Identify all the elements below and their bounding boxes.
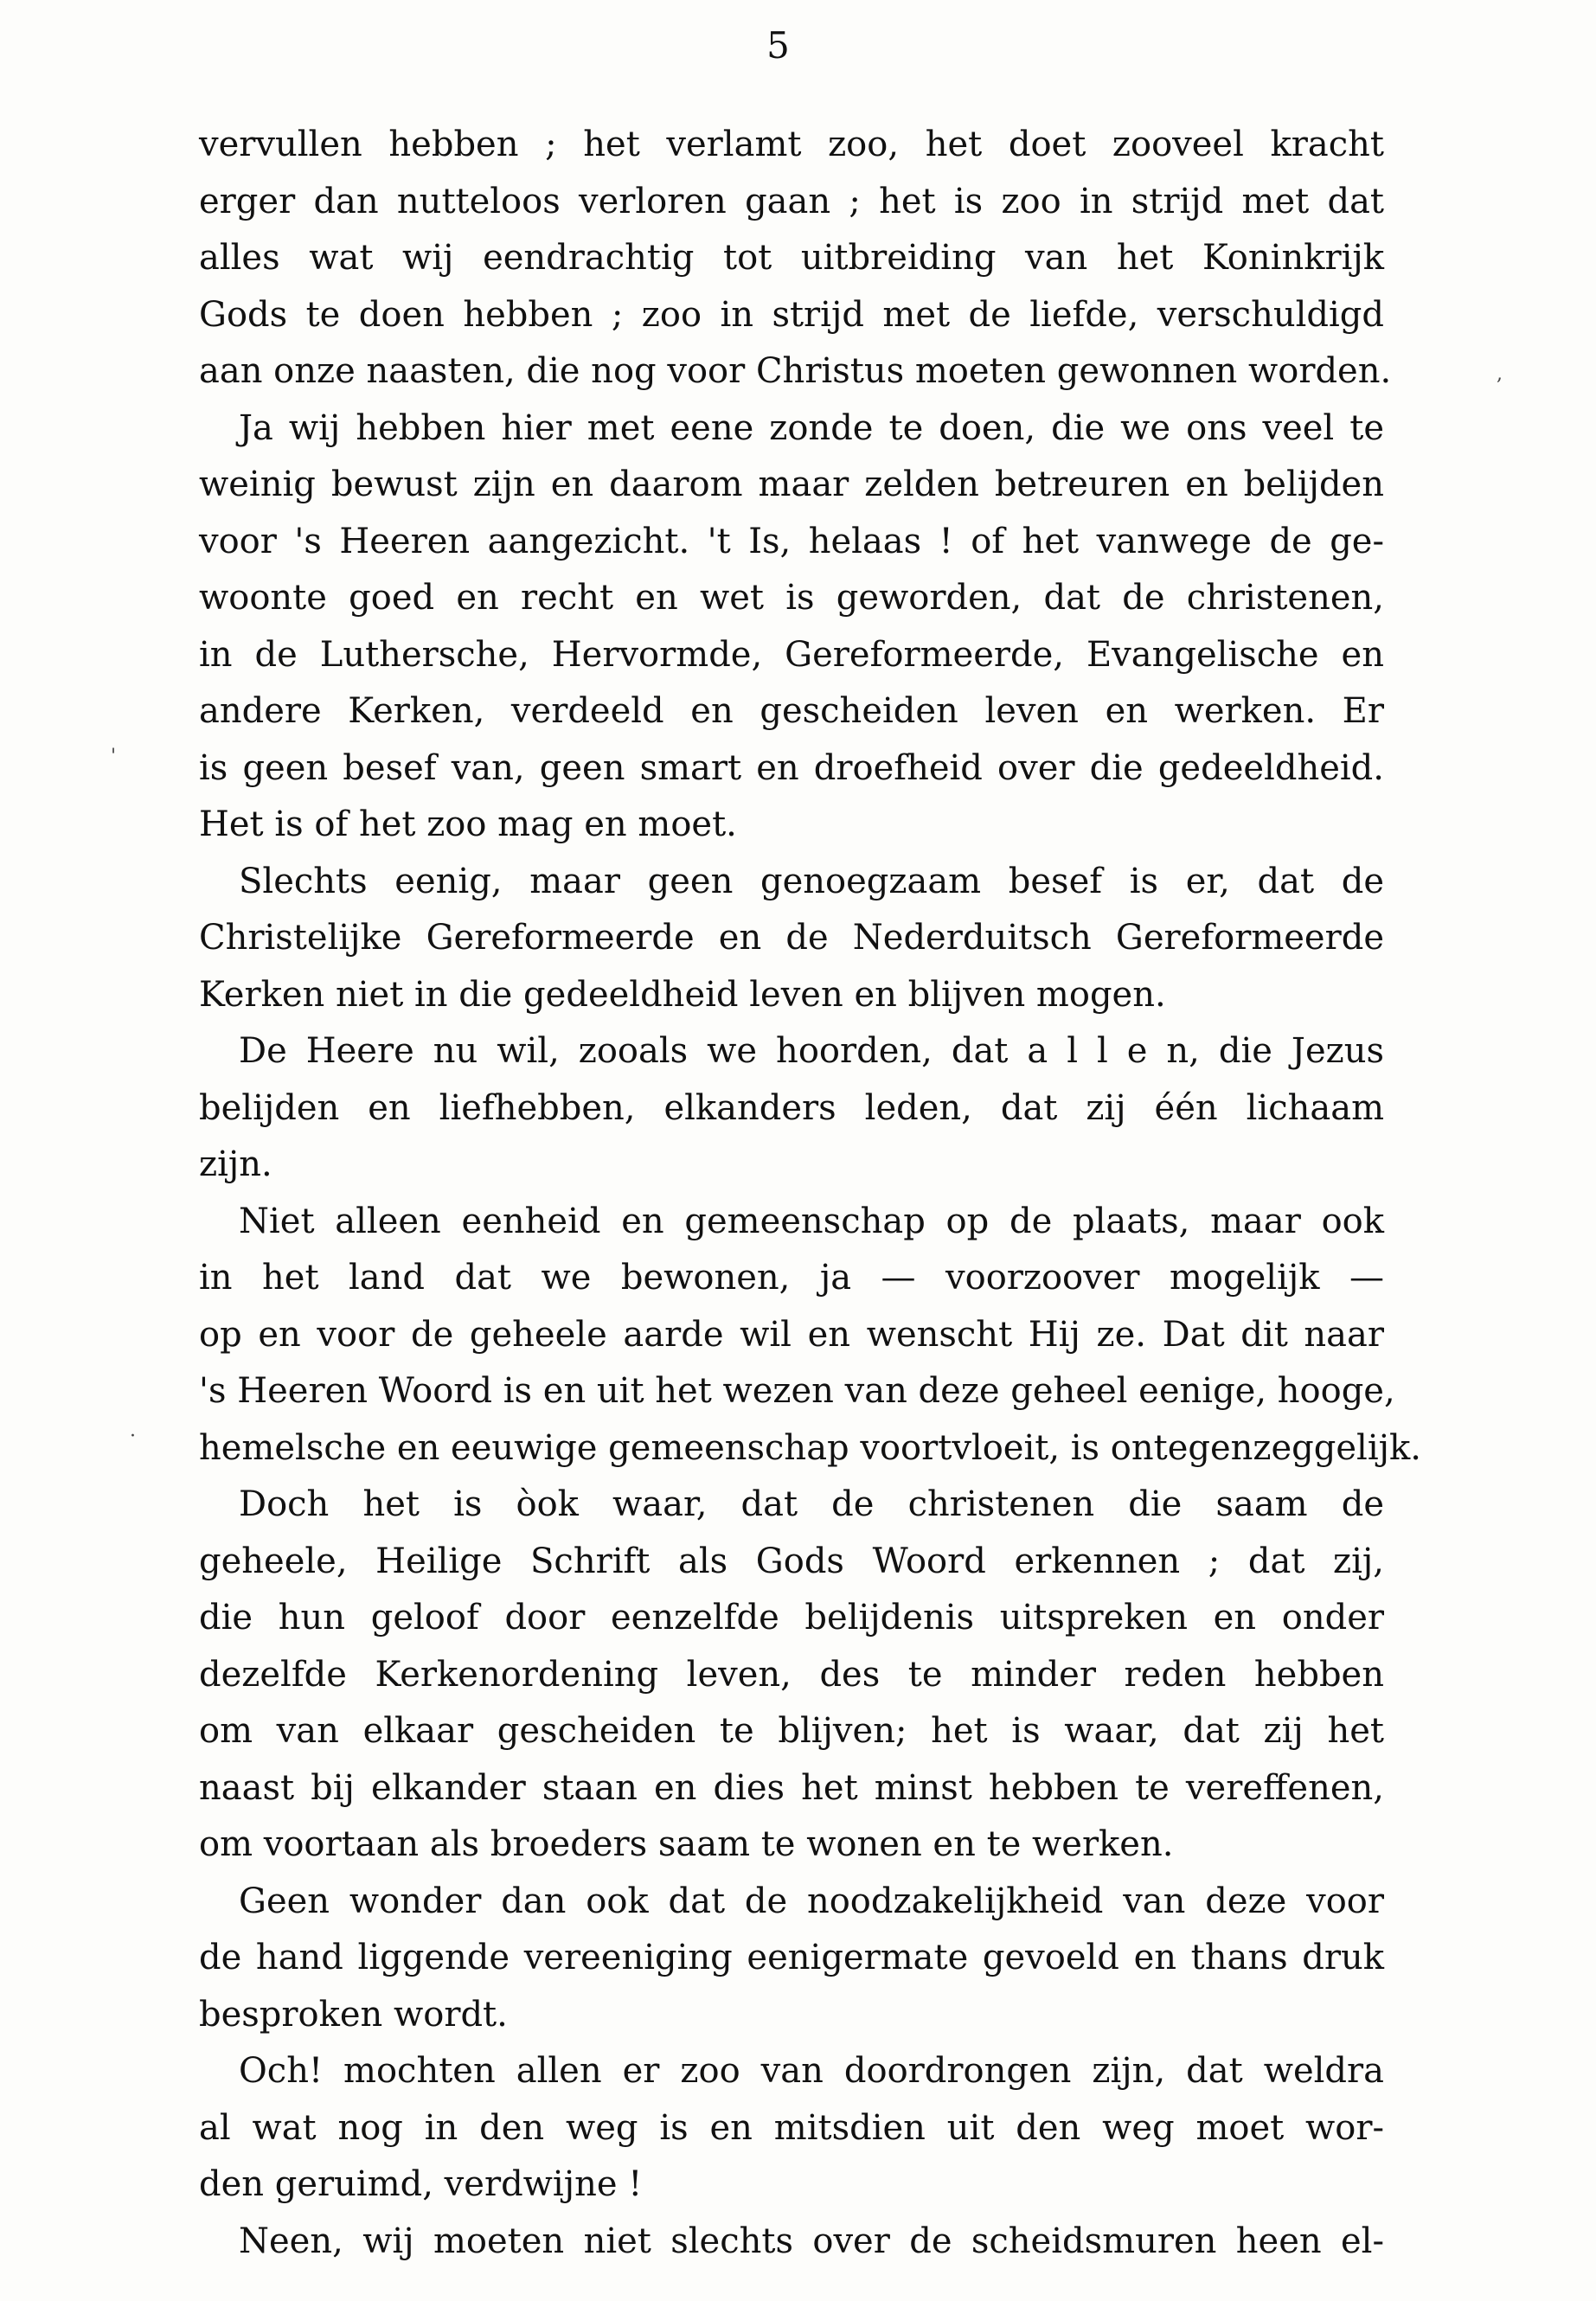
text-line: hemelsche en eeuwige gemeenschap voortvloeit, is ontegenzeggelijk. <box>199 1427 1421 1468</box>
text-line: om voortaan als broeders saam te wonen en te werken. <box>199 1824 1174 1864</box>
text-line: Gods te doen hebben ; zoo in strijd met de liefde, verschuldigd <box>199 294 1384 335</box>
text-line: voor 's Heeren aangezicht. 't Is, helaas ! of het vanwege de ge- <box>199 521 1384 561</box>
text-line: geheele, Heilige Schrift als Gods Woord erkennen ; dat zij, <box>199 1541 1384 1581</box>
text-line: in het land dat we bewonen, ja — voorzoover mogelijk — <box>199 1258 1384 1298</box>
margin-speck: ' <box>111 746 117 767</box>
body-text <box>199 117 1421 2270</box>
text-line: Ja wij hebben hier met eene zonde te doen, die we ons veel te <box>239 407 1384 448</box>
text-line: Doch het is òok waar, dat de christenen die saam de <box>239 1484 1384 1524</box>
text-line: alles wat wij eendrachtig tot uitbreiding van het Koninkrijk <box>199 238 1384 278</box>
margin-speck: , <box>1497 363 1503 385</box>
text-line: op en voor de geheele aarde wil en wenscht Hij ze. Dat dit naar <box>199 1314 1384 1355</box>
page-number: 5 <box>766 24 791 67</box>
text-line: Kerken niet in die gedeeldheid leven en blijven mogen. <box>199 974 1166 1015</box>
text-line: de hand liggende vereeniging eenigermate gevoeld en thans druk <box>199 1938 1384 1977</box>
text-line: Niet alleen eenheid en gemeenschap op de plaats, maar ook <box>239 1201 1384 1241</box>
text-line: naast bij elkander staan en dies het minst hebben te vereffenen, <box>199 1767 1384 1808</box>
text-line: Het is of het zoo mag en moet. <box>199 804 737 844</box>
text-line: is geen besef van, geen smart en droefheid over die gedeeldheid. <box>199 747 1384 788</box>
text-line: weinig bewust zijn en daarom maar zelden betreuren en belijden <box>199 465 1384 504</box>
text-line: woonte goed en recht en wet is geworden, dat de christenen, <box>199 578 1384 618</box>
text-line: zijn. <box>199 1144 272 1184</box>
text-line: andere Kerken, verdeeld en gescheiden leven en werken. Er <box>199 691 1384 731</box>
text-line: die hun geloof door eenzelfde belijdenis uitspreken en onder <box>199 1598 1384 1638</box>
text-line: in de Luthersche, Hervormde, Gereformeerde, Evangelische en <box>199 634 1384 675</box>
margin-speck: · <box>130 1426 136 1447</box>
text-line: Geen wonder dan ook dat de noodzakelijkheid van deze voor <box>239 1881 1384 1921</box>
text-line: al wat nog in den weg is en mitsdien uit den weg moet wor- <box>199 2107 1384 2148</box>
text-line: vervullen hebben ; het verlamt zoo, het doet zooveel kracht <box>199 125 1384 164</box>
text-line: Christelijke Gereformeerde en de Nederduitsch Gereformeerde <box>199 918 1384 958</box>
text-line: Neen, wij moeten niet slechts over de scheidsmuren heen el- <box>239 2221 1384 2261</box>
text-line: belijden en liefhebben, elkanders leden, dat zij één lichaam <box>199 1087 1384 1128</box>
text-line: 's Heeren Woord is en uit het wezen van deze geheel eenige, hooge, <box>199 1371 1395 1411</box>
text-line: den geruimd, verdwijne ! <box>199 2164 643 2204</box>
text-line: besproken wordt. <box>199 1994 508 2035</box>
text-line: Och! mochten allen er zoo van doordrongen zijn, dat weldra <box>239 2051 1384 2091</box>
text-line: aan onze naasten, die nog voor Christus moeten gewonnen worden. <box>199 351 1392 391</box>
text-line: De Heere nu wil, zooals we hoorden, dat a l l e n, die Jezus <box>239 1031 1384 1071</box>
text-line: om van elkaar gescheiden te blijven; het is waar, dat zij het <box>199 1711 1384 1751</box>
text-line: dezelfde Kerkenordening leven, des te minder reden hebben <box>199 1654 1384 1695</box>
text-line: Slechts eenig, maar geen genoegzaam besef is er, dat de <box>239 861 1384 901</box>
text-line: erger dan nutteloos verloren gaan ; het is zoo in strijd met dat <box>199 181 1384 221</box>
